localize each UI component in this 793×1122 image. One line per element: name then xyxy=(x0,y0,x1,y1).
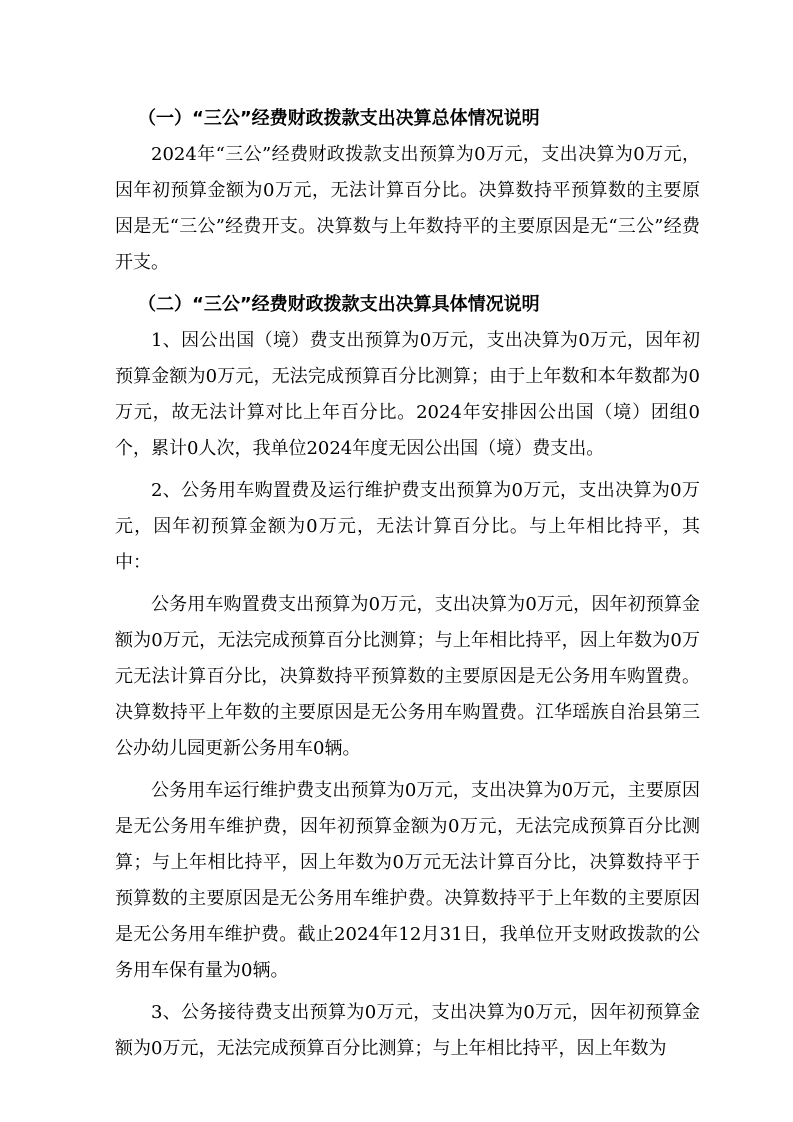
vehicle-expense-paragraph: 2、公务用车购置费及运行维护费支出预算为0万元，支出决算为0万元，因年初预算金额为0万元，无法计算百分比。与上年相比持平，其中： xyxy=(115,480,700,573)
overseas-travel-paragraph: 1、因公出国（境）费支出预算为0万元，支出决算为0万元，因年初预算金额为0万元，无法完成预算百分比测算；由于上年数和本年数都为0万元，故无法计算对比上年百分比。2024年安排因公出国（境）团组0个，累计0人次，我单位2024年度无因公出国（境）费支出。 xyxy=(115,330,700,459)
section-1-paragraph: 2024年“三公”经费财政拨款支出预算为0万元，支出决算为0万元，因年初预算金额为0万元，无法计算百分比。决算数持平预算数的主要原因是无“三公”经费开支。决算数与上年数持平的主要原因是无“三公”经费开支。 xyxy=(115,144,700,273)
section-1-heading: （一）“三公”经费财政拨款支出决算总体情况说明 xyxy=(138,108,540,129)
vehicle-maintenance-paragraph: 公务用车运行维护费支出预算为0万元，支出决算为0万元，主要原因是无公务用车维护费，因年初预算金额为0万元，无法完成预算百分比测算；与上年相比持平，因上年数为0万元无法计算百分比，决算数持平于预算数的主要原因是无公务用车维护费。决算数持平于上年数的主要原因是无公务用车维护费。截止2024年12月31日，我单位开支财政拨款的公务用车保有量为0辆。 xyxy=(115,780,700,981)
document-body xyxy=(115,101,700,1067)
section-2-heading: （二）“三公”经费财政拨款支出决算具体情况说明 xyxy=(138,294,540,315)
reception-expense-paragraph: 3、公务接待费支出预算为0万元，支出决算为0万元，因年初预算金额为0万元，无法完成预算百分比测算；与上年相比持平，因上年数为 xyxy=(115,1002,700,1059)
vehicle-purchase-paragraph: 公务用车购置费支出预算为0万元，支出决算为0万元，因年初预算金额为0万元，无法完成预算百分比测算；与上年相比持平，因上年数为0万元无法计算百分比，决算数持平预算数的主要原因是无公务用车购置费。决算数持平上年数的主要原因是无公务用车购置费。江华瑶族自治县第三公办幼儿园更新公务用车0辆。 xyxy=(115,594,700,759)
